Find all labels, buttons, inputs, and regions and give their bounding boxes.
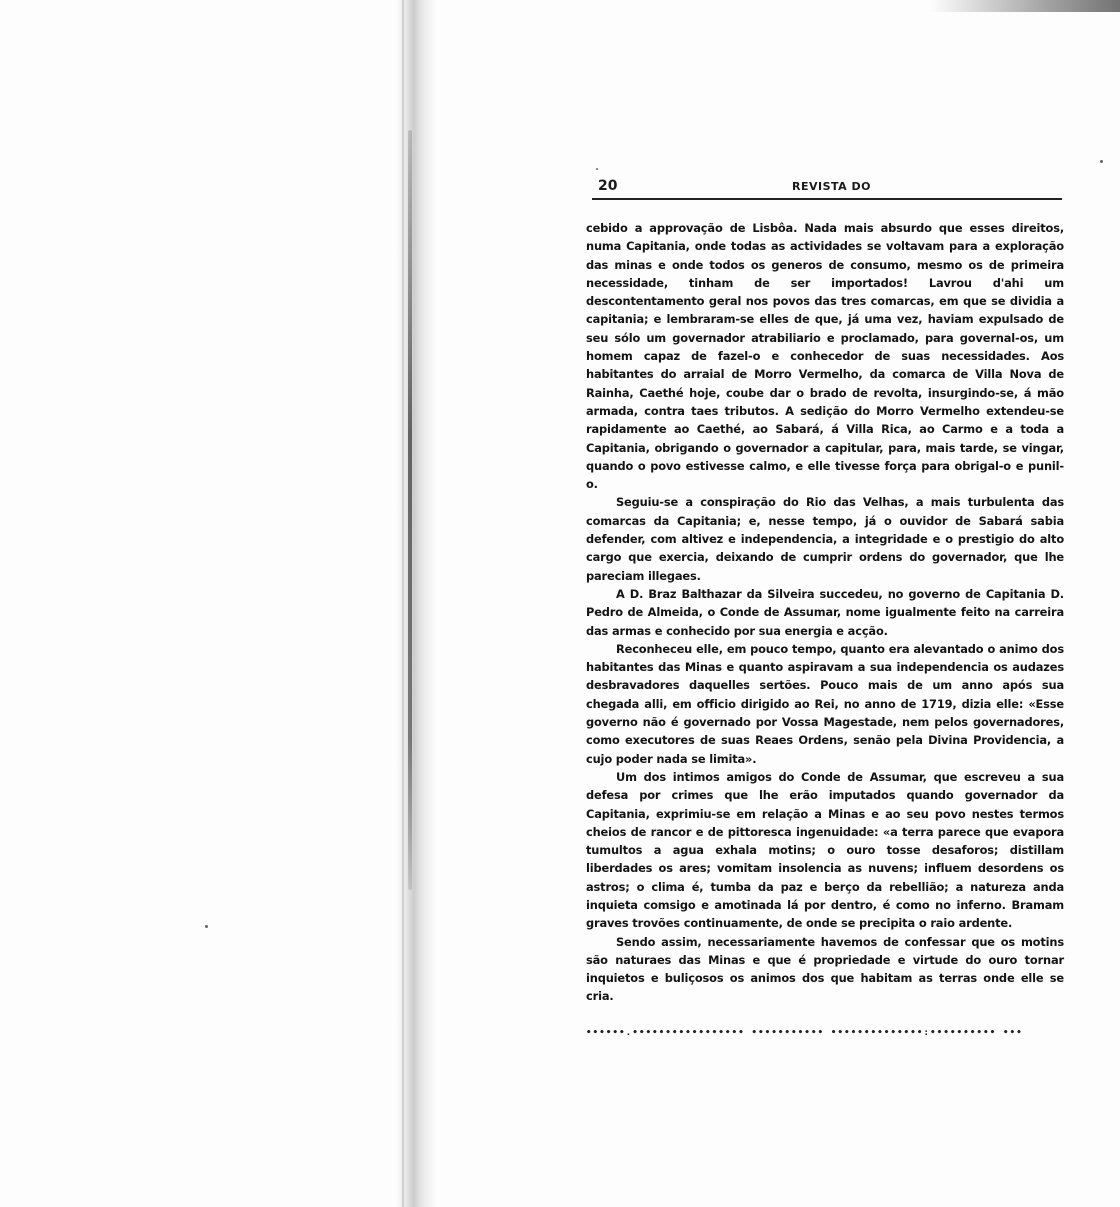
paragraph-1: cebido a approvação de Lisbôa. Nada mais absurdo que esses direitos, numa Capitania, onde todas as actividades se voltavam para a exploração das minas e onde todos os generos de consumo, mesmo os de primeira necessidade, tinham de ser importados! Lavrou d'ahi um descontentamento geral nos povos das tres comarcas, em que se dividia a capitania; e lembraram-se elles de que, já uma vez, haviam expulsado de seu sólo um governador atrabiliario e proclamado, para governal-os, um homem capaz de fazel-o e conhecedor de suas necessidades. Aos habitantes do arraial de Morro Vermelho, da comarca de Villa Nova de Rainha, Caethé hoje, coube dar o brado de revolta, insurgindo-se, á mão armada, contra taes tributos. A sedição do Morro Vermelho extendeu-se rapidamente ao Caethé, ao Sabará, á Villa Rica, ao Carmo e a toda a Capitania, obrigando o governador a capitular, para, mais tarde, se vingar, quando o povo estivesse calmo, e elle tivesse força para obrigal-o e punil-o. <box>586 221 1064 492</box>
paragraph-6: Sendo assim, necessariamente havemos de confessar que os motins são naturaes das Minas e que é propriedade e virtude do ouro tornar inquietos e buliçosos os animos dos que habitam as terras onde elle se cria. <box>586 934 1064 1004</box>
page-header <box>592 178 1062 200</box>
body-text <box>586 219 1064 1006</box>
paragraph-4: Reconheceu elle, em pouco tempo, quanto era alevantado o animo dos habitantes das Minas e quanto aspiravam a sua independencia os audazes desbravadores daquelles sertões. Pouco mais de um anno após sua chegada alli, em officio dirigido ao Rei, no anno de 1719, dizia elle: «Esse governo não é governado por Vossa Magestade, nem pelos governadores, como executores de suas Reaes Ordens, senão pela Divina Providencia, a cujo poder nada se limita». <box>586 641 1064 766</box>
speck <box>205 925 208 928</box>
dot-leader-rule: ••••••.••••••••••••••••• ••••••••••• ••••••••••••••:•••••••••• ••• <box>586 1028 1023 1038</box>
spine-shadow <box>408 130 412 890</box>
page-number: 20 <box>598 178 618 194</box>
paragraph-2: Seguiu-se a conspiração do Rio das Velhas, a mais turbulenta das comarcas da Capitania; e, nesse tempo, já o ouvidor de Sabará sabia defender, com altivez e independencia, a integridade e o prestigio do alto cargo que exercia, deixando de cumprir ordens do governador, que lhe pareciam illegaes. <box>586 495 1064 583</box>
running-title: REVISTA DO <box>792 180 871 193</box>
paragraph-5: Um dos intimos amigos do Conde de Assumar, que escreveu a sua defesa por crimes que lhe erão imputados quando governador da Capitania, exprimiu-se em relação a Minas e ao seu povo nestes termos cheios de rancor e de pittoresca ingenuidade: «a terra parece que evapora tumultos a agua exhala motins; o ouro tosse desaforos; distillam liberdades os ares; vomitam insolencia as nuvens; influem desordens os astros; o clima é, tumba da paz e berço da rebellião; a natureza anda inquieta comsigo e amotinada lá por dentro, é como no inferno. Bramam graves trovões continuamente, de onde se precipita o raio ardente. <box>586 769 1064 931</box>
speck <box>596 168 598 170</box>
page-corner-shadow <box>930 0 1120 12</box>
paragraph-3: A D. Braz Balthazar da Silveira succedeu, no governo de Capitania D. Pedro de Almeida, o Conde de Assumar, nome igualmente feito na carreira das armas e conhecido por sua energia e acção. <box>586 586 1064 638</box>
speck <box>1100 160 1103 163</box>
spine-edge <box>402 0 404 1207</box>
